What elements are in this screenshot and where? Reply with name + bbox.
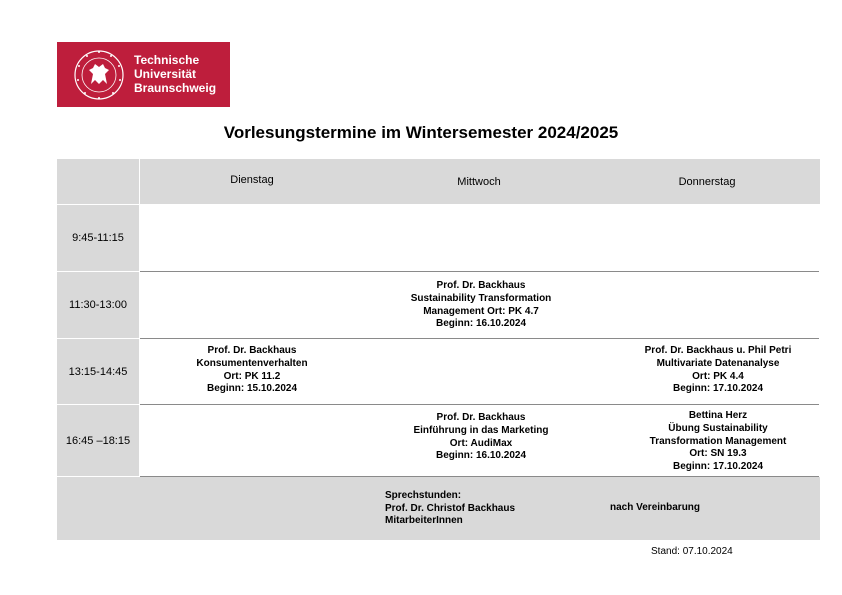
row-divider [140,271,819,272]
course-location: Management Ort: PK 4.7 [423,305,539,317]
table-header-corner [57,159,139,204]
day-header-donnerstag [594,159,820,204]
tu-braunschweig-logo [57,42,230,107]
lecturer: Prof. Dr. Backhaus [207,345,297,356]
course-location: Ort: PK 11.2 [223,370,281,382]
lecturer: Prof. Dr. Backhaus u. Phil Petri [644,345,792,356]
office-hours-note: nach Vereinbarung [610,502,701,513]
course-start: Beginn: 16.10.2024 [435,450,527,462]
office-hours-label: Sprechstunden: [385,490,462,501]
logo-wordmark [134,53,216,95]
day-header-mittwoch [364,159,594,204]
course-title: Konsumentenverhalten [196,357,308,369]
course-location: Ort: SN 19.3 [689,448,747,460]
course-location: Ort: PK 4.4 [692,370,744,382]
course-start: Beginn: 17.10.2024 [672,383,764,395]
lecturer: Bettina Herz [688,410,748,421]
course-title-cont: Transformation Management [649,435,787,447]
exercise-sustainability-transformation [616,410,820,474]
university-seal-icon [71,48,127,102]
day-label: Donnerstag [678,176,736,188]
lecture-multivariate-datenanalyse [616,345,820,396]
lecture-sustainability-transformation [381,280,581,331]
logo-line-1: Technische [134,53,200,67]
course-start: Beginn: 15.10.2024 [206,383,298,395]
time-label: 13:15-14:45 [68,365,128,378]
course-start: Beginn: 17.10.2024 [672,461,764,473]
lecturer: Prof. Dr. Backhaus [436,412,526,423]
course-title: Übung Sustainability [668,422,768,434]
day-header-dienstag [140,159,364,204]
row-divider [140,404,819,405]
course-start: Beginn: 16.10.2024 [435,318,527,330]
time-label: 11:30-13:00 [69,299,127,311]
office-hours-group: MitarbeiterInnen [385,515,463,526]
last-updated: Stand: 07.10.2024 [651,546,733,557]
time-slot-2 [57,272,139,338]
page-title: Vorlesungstermine im Wintersemester 2024/2025 [223,123,619,142]
row-divider [140,338,819,339]
day-label: Dienstag [230,174,274,186]
course-title: Sustainability Transformation [410,292,552,304]
course-location: Ort: AudiMax [449,437,513,449]
lecture-konsumentenverhalten [152,345,352,396]
day-label: Mittwoch [457,176,501,188]
logo-line-2: Universität [134,67,197,81]
time-label: 16:45 –18:15 [65,434,131,447]
office-hours-text [385,490,515,528]
time-slot-3 [57,339,139,404]
time-label: 9:45-11:15 [72,232,124,244]
lecturer: Prof. Dr. Backhaus [436,280,526,291]
lecture-einfuehrung-marketing [381,412,581,463]
logo-line-3: Braunschweig [134,81,217,95]
course-title: Multivariate Datenanalyse [656,357,780,369]
time-slot-1 [57,205,139,271]
time-slot-4 [57,405,139,476]
course-title: Einführung in das Marketing [413,424,549,436]
office-hours-person: Prof. Dr. Christof Backhaus [385,502,516,514]
